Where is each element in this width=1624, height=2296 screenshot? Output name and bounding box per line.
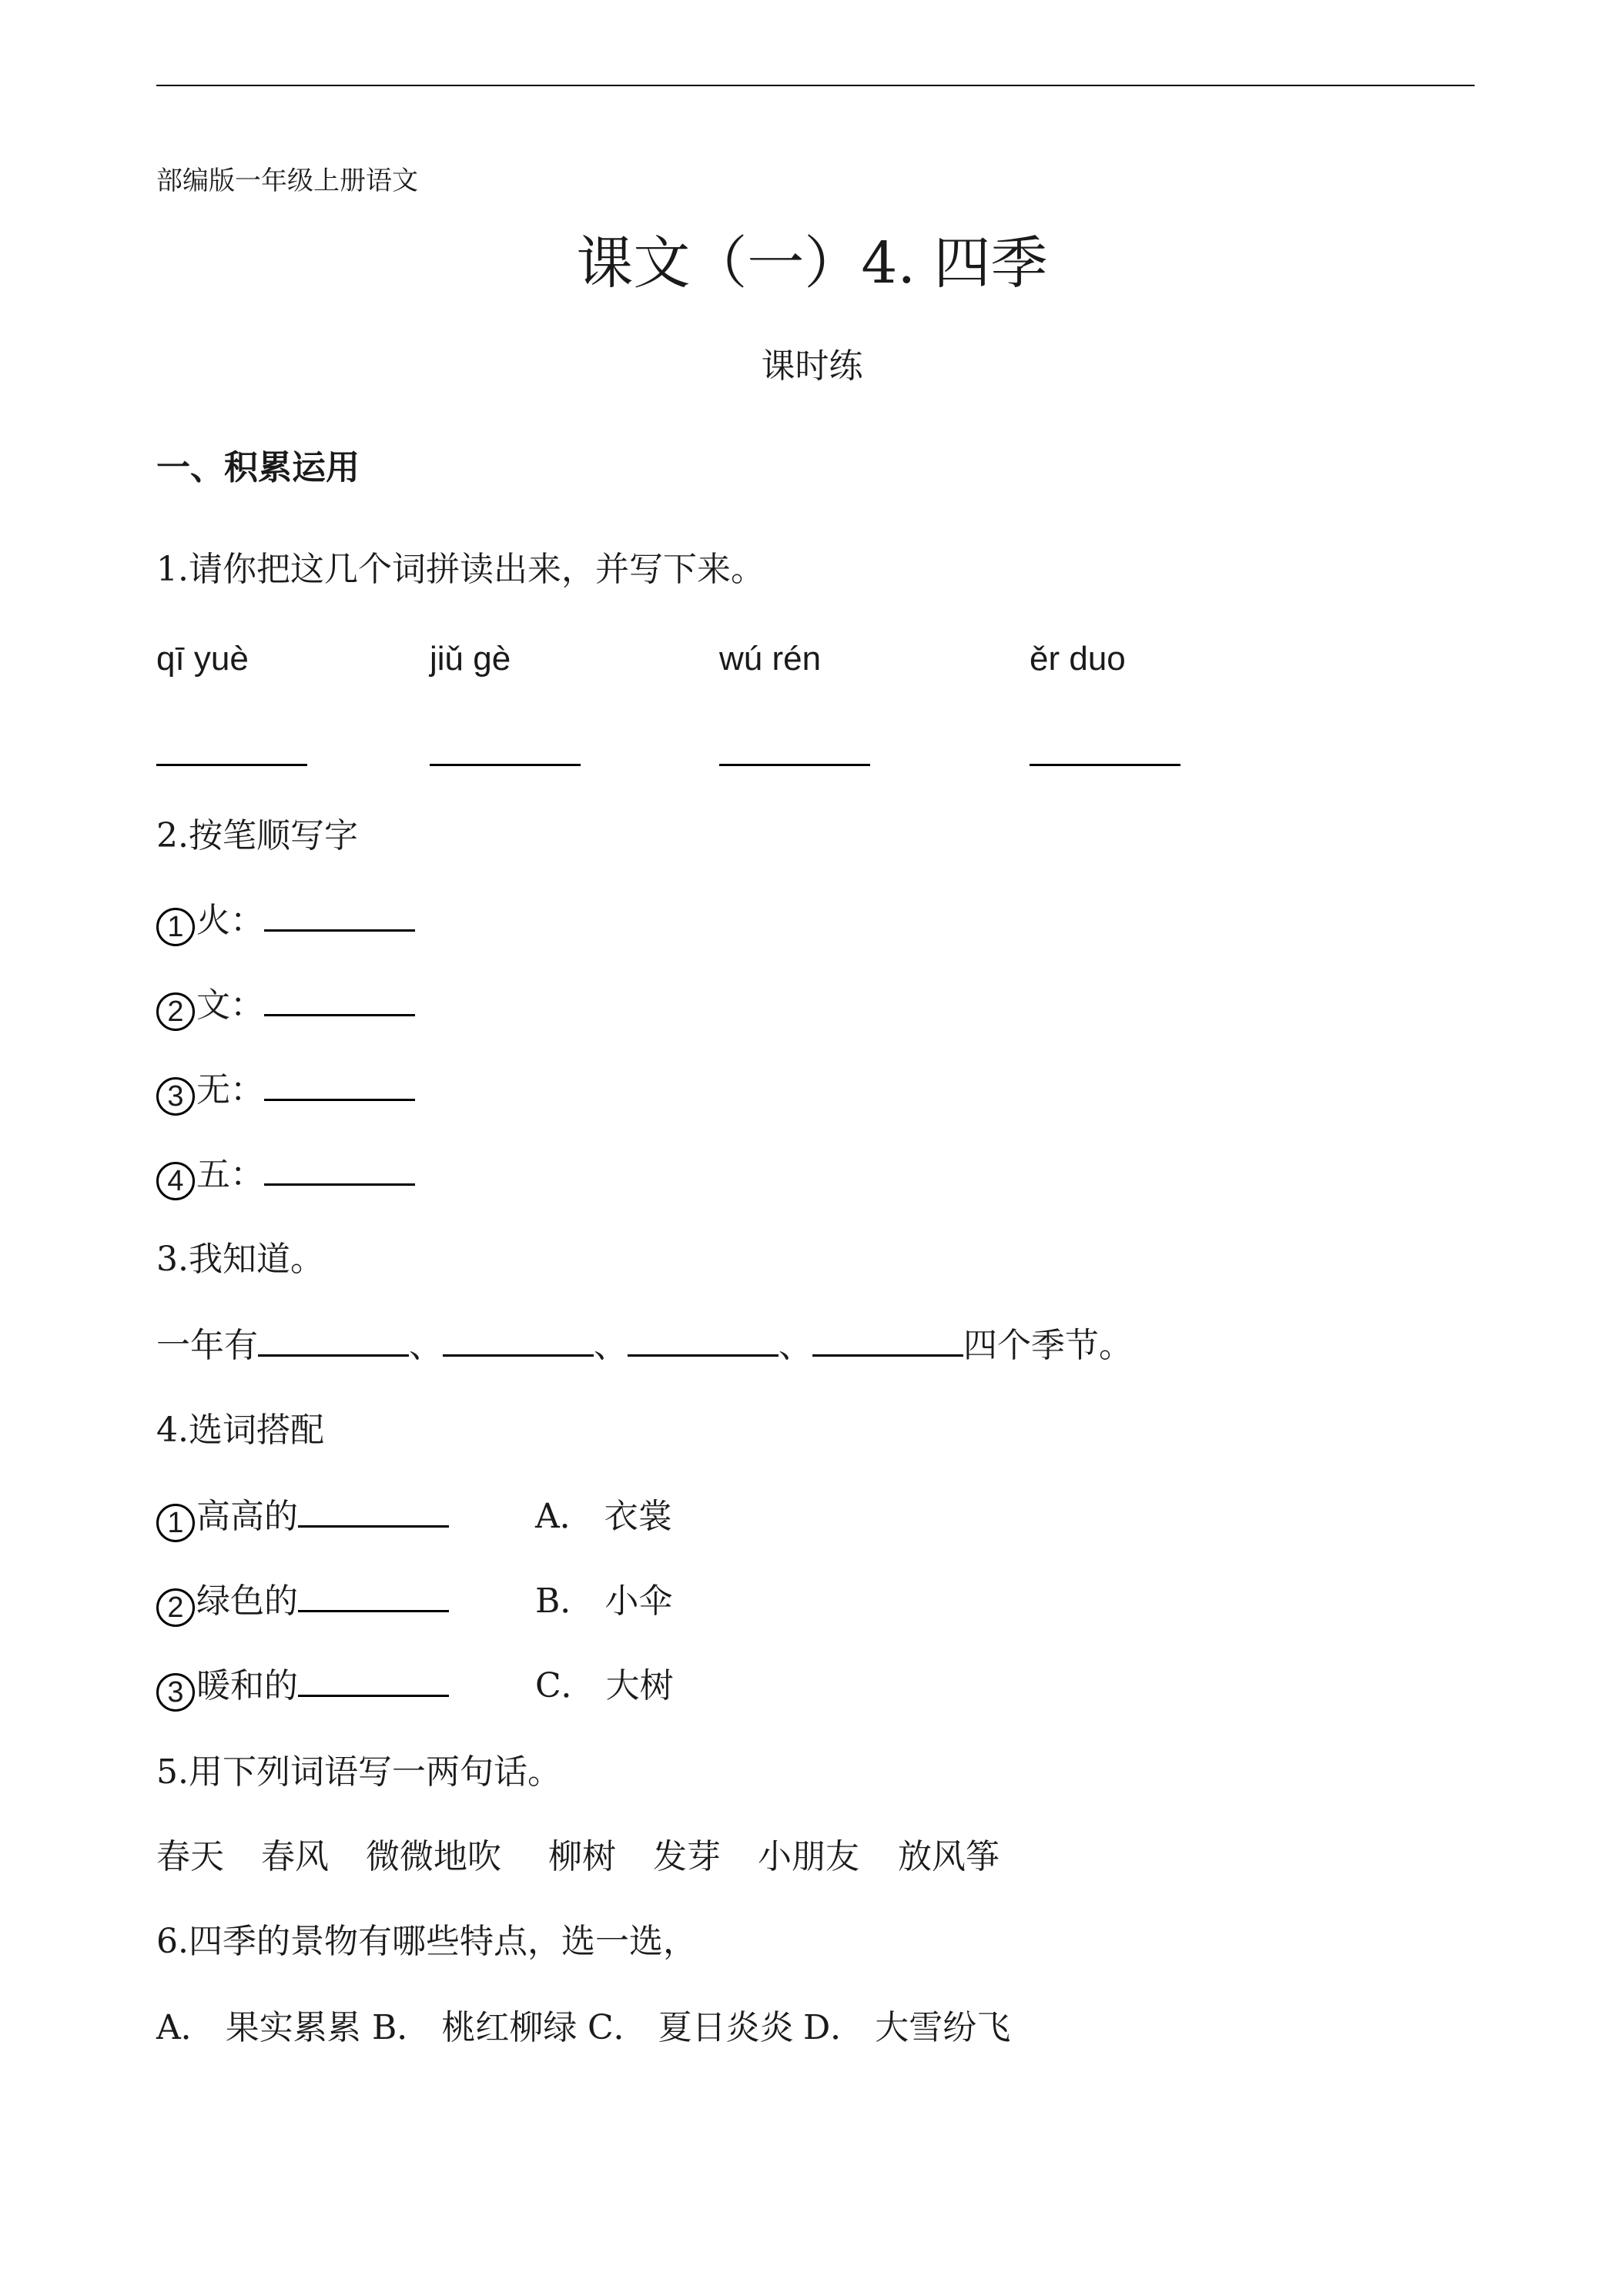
q6-option-1: A． 果实累累 (156, 2008, 361, 2047)
q5-word-6: 小朋友 (758, 1837, 859, 1876)
circled-number: 3 (156, 1077, 195, 1116)
q4-text: 暖和的 (196, 1666, 298, 1705)
q2-char: 火： (196, 901, 264, 940)
q1-prompt: 1.请你把这几个词拼读出来，并写下来。 (156, 550, 765, 589)
circled-number: 2 (156, 992, 195, 1031)
circled-number: 2 (156, 1588, 195, 1627)
q3-prompt: 3.我知道。 (156, 1240, 324, 1279)
q2-blank[interactable] (264, 1096, 415, 1101)
q4-item-2 (156, 1581, 449, 1627)
q4-blank[interactable] (298, 1692, 449, 1697)
q4-text: 高高的 (196, 1497, 298, 1536)
q1-pinyin-2: jiǔ gè (430, 640, 511, 678)
section-heading: 一、积累运用 (156, 448, 360, 487)
q6-option-4: D． 大雪纷飞 (803, 2008, 1011, 2047)
q3-sentence (156, 1326, 1133, 1365)
q3-sep: 、 (779, 1326, 812, 1365)
q4-item-3 (156, 1666, 449, 1712)
q2-char: 无： (196, 1070, 264, 1110)
circled-number: 3 (156, 1673, 195, 1712)
q4-option-3: C． 大树 (535, 1666, 674, 1705)
q1-pinyin-3: wú rén (719, 640, 822, 678)
page-subtitle: 课时练 (761, 346, 863, 386)
circled-number: 1 (156, 908, 195, 946)
q3-blank-3[interactable] (628, 1351, 779, 1357)
q3-blank-1[interactable] (258, 1351, 409, 1357)
q5-word-1: 春天 (156, 1837, 224, 1876)
q3-blank-4[interactable] (812, 1351, 963, 1357)
q2-item-1 (156, 901, 415, 946)
q5-word-7: 放风筝 (898, 1837, 1000, 1876)
q2-item-2 (156, 986, 415, 1031)
q3-blank-2[interactable] (443, 1351, 594, 1357)
q1-answer-blank-4[interactable] (1030, 761, 1180, 766)
circled-number: 4 (156, 1162, 195, 1200)
q4-blank[interactable] (298, 1522, 449, 1528)
q2-char: 五： (196, 1155, 264, 1194)
circled-number: 1 (156, 1504, 195, 1542)
q6-option-3: C． 夏日炎炎 (588, 2008, 794, 2047)
q6-option-2: B． 桃红柳绿 (372, 2008, 578, 2047)
q5-word-5: 发芽 (653, 1837, 721, 1876)
q1-pinyin-1: qī yuè (156, 640, 249, 678)
header-rule (156, 85, 1475, 86)
q5-prompt: 5.用下列词语写一两句话。 (156, 1752, 561, 1792)
q5-word-4: 柳树 (548, 1837, 616, 1876)
q2-item-3 (156, 1070, 415, 1116)
q4-prompt: 4.选词搭配 (156, 1411, 324, 1450)
q4-text: 绿色的 (196, 1581, 298, 1621)
subtitle-top: 部编版一年级上册语文 (156, 166, 418, 196)
q4-option-1: A． 衣裳 (535, 1497, 672, 1536)
q3-prefix: 一年有 (156, 1326, 258, 1365)
page-title: 课文（一）4. 四季 (576, 230, 1048, 296)
q3-sep: 、 (409, 1326, 443, 1365)
q1-answer-blank-1[interactable] (156, 761, 307, 766)
q2-blank[interactable] (264, 1180, 415, 1186)
q2-blank[interactable] (264, 1011, 415, 1016)
q1-pinyin-4: ěr duo (1030, 640, 1126, 678)
q2-item-4 (156, 1155, 415, 1200)
q4-option-2: B． 小伞 (535, 1581, 673, 1621)
q4-blank[interactable] (298, 1607, 449, 1612)
q1-answer-blank-2[interactable] (430, 761, 581, 766)
q1-answer-blank-3[interactable] (719, 761, 870, 766)
q3-suffix: 四个季节。 (963, 1326, 1133, 1365)
q2-prompt: 2.按笔顺写字 (156, 816, 358, 855)
q3-sep: 、 (594, 1326, 628, 1365)
q2-char: 文： (196, 986, 264, 1025)
q6-prompt: 6.四季的景物有哪些特点，选一选， (156, 1922, 697, 1961)
q5-word-2: 春风 (261, 1837, 329, 1876)
q5-word-3: 微微地吹 (366, 1837, 501, 1876)
q2-blank[interactable] (264, 926, 415, 932)
q4-item-1 (156, 1497, 449, 1542)
